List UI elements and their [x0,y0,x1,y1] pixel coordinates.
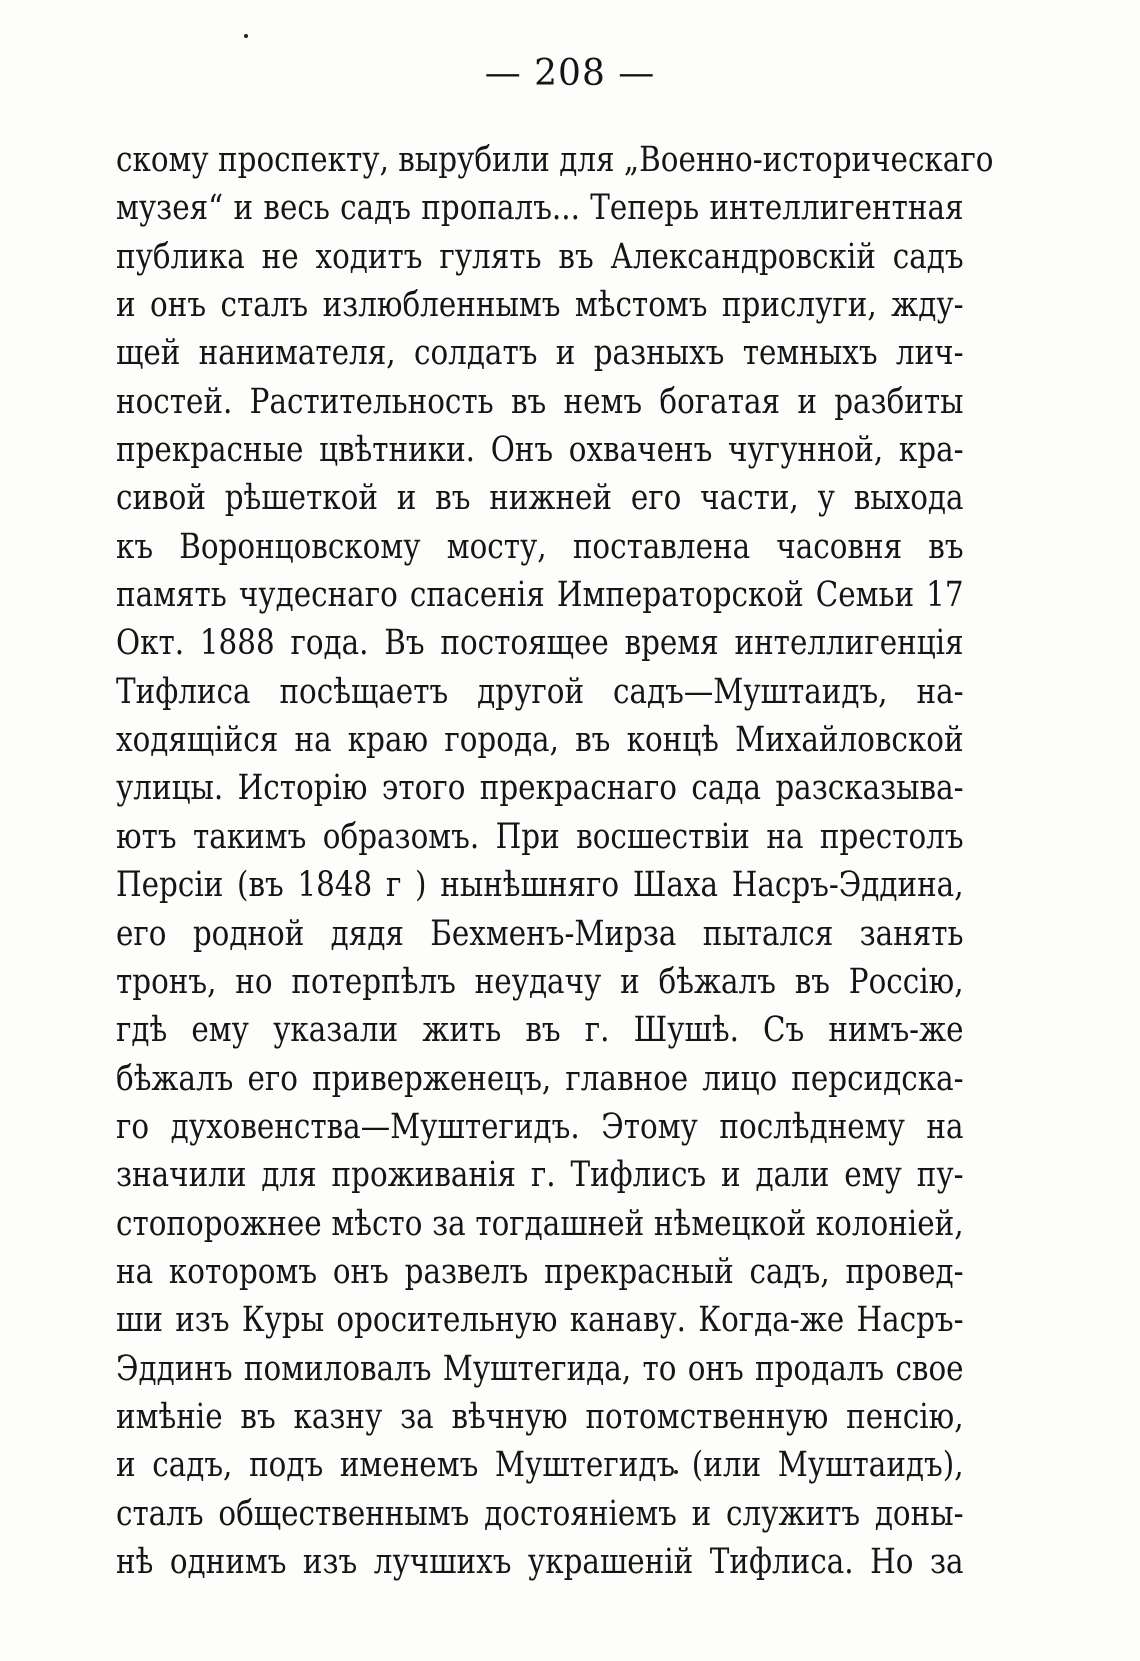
text-line: ютъ такимъ образомъ. При восшествіи на престолъ [116,816,964,857]
text-line: сталъ общественнымъ достояніемъ и служитъ доны- [116,1493,964,1534]
text-line: ходящійся на краю города, въ концѣ Михайловской [116,720,964,761]
text-line: память чудеснаго спасенія Императорской Семьи 17 [116,575,964,616]
text-line: ши изъ Куры оросительную канаву. Когда-же Насръ- [116,1300,964,1341]
text-line: бѣжалъ его приверженецъ, главное лицо персидска- [116,1058,964,1099]
body-text [116,136,994,1586]
ink-speck-top [244,34,248,38]
text-line: къ Воронцовскому мосту, поставлена часовня въ [116,526,964,567]
text-line: Окт. 1888 года. Въ постоящее время интеллигенція [116,623,964,664]
text-line: значили для проживанія г. Тифлисъ и дали ему пу- [116,1155,964,1196]
text-line: Эддинъ помиловалъ Муштегида, то онъ продалъ свое [116,1348,964,1389]
text-line: го духовенства—Муштегидъ. Этому послѣднему на [116,1106,964,1147]
page-number: — 208 — [484,53,656,94]
text-line: Персіи (въ 1848 г ) нынѣшняго Шаха Насръ-Эддина, [116,865,964,906]
text-line: нѣ однимъ изъ лучшихъ украшеній Тифлиса. Но за [116,1541,964,1582]
text-line: имѣніе въ казну за вѣчную потомственную пенсію, [116,1396,964,1437]
text-line: и садъ, подъ именемъ Муштегидъ (или Муштаидъ), [116,1445,964,1486]
text-line: его родной дядя Бехменъ-Мирза пытался занять [116,913,964,954]
text-line: щей нанимателя, солдатъ и разныхъ темныхъ лич- [116,333,964,374]
text-line: публика не ходитъ гулять въ Александровскій садъ [116,236,964,277]
text-line: и онъ сталъ излюбленнымъ мѣстомъ прислуги, жду- [116,285,964,326]
text-line: улицы. Исторію этого прекраснаго сада разсказыва- [116,768,964,809]
text-line: стопорожнее мѣсто за тогдашней нѣмецкой колоніей, [116,1203,964,1244]
text-line: ностей. Растительность въ немъ богатая и разбиты [116,381,964,422]
text-line: скому проспекту, вырубили для „Военно-историческаго [116,140,994,180]
text-line: Тифлиса посѣщаетъ другой садъ—Муштаидъ, на- [116,671,964,712]
text-line: на которомъ онъ развелъ прекрасный садъ, провед- [116,1251,964,1292]
text-line: тронъ, но потерпѣлъ неудачу и бѣжалъ въ Россію, [116,961,964,1002]
text-line: прекрасные цвѣтники. Онъ охваченъ чугунной, кра- [116,430,964,471]
text-line: гдѣ ему указали жить въ г. Шушѣ. Съ нимъ-же [116,1010,964,1051]
text-line: музея“ и весь садъ пропалъ... Теперь интеллигентная [116,188,964,229]
text-line: сивой рѣшеткой и въ нижней его части, у выхода [116,478,964,519]
